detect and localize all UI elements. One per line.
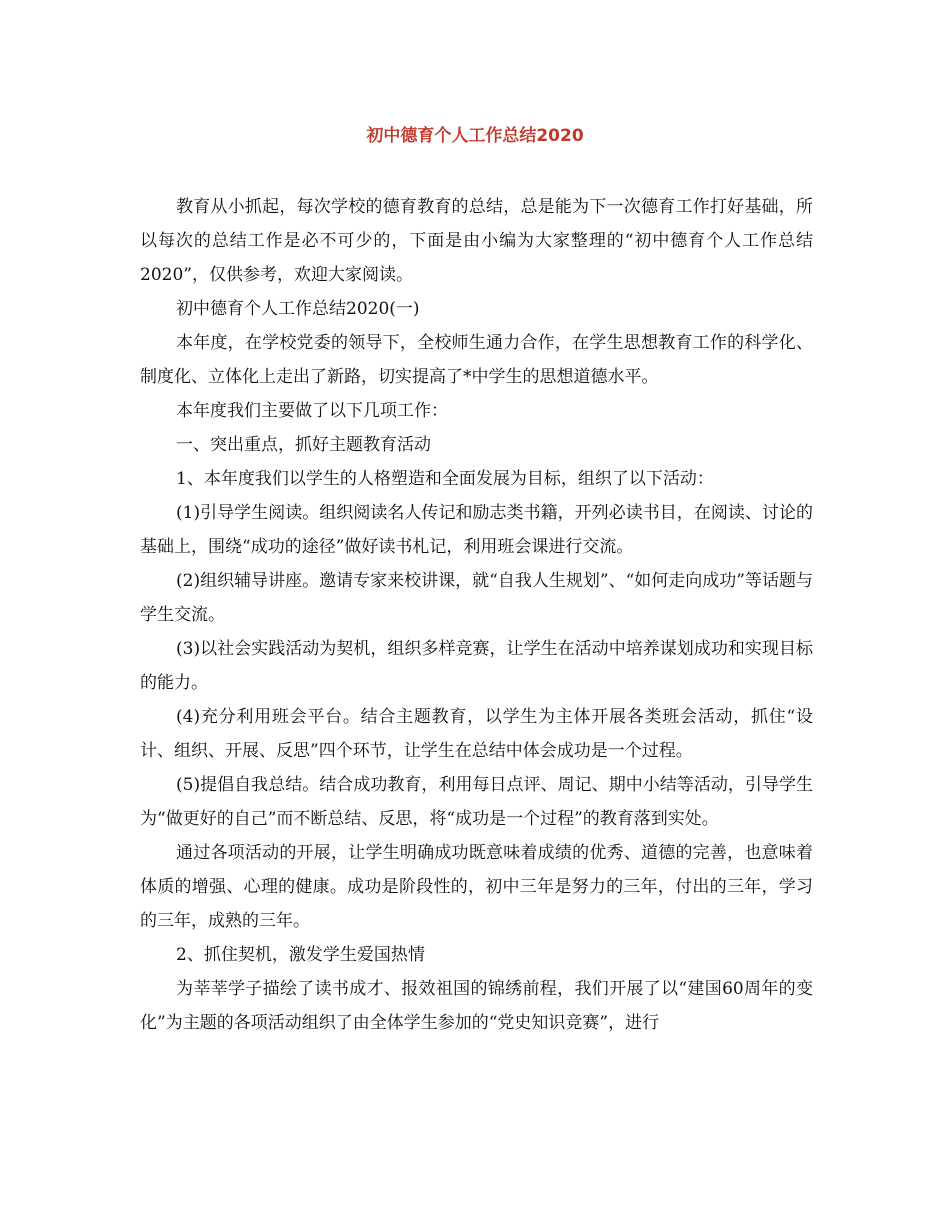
paragraph: 初中德育个人工作总结2020(一) xyxy=(176,299,420,319)
list-item: (4)充分利用班会平台。结合主题教育，以学生为主体开展各类班会活动，抓住“设计、组织、开展、反思”四个环节，让学生在总结中体会成功是一个过程。 xyxy=(140,707,813,761)
paragraph: 1、本年度我们以学生的人格塑造和全面发展为目标，组织了以下活动： xyxy=(176,469,714,489)
paragraph: 为莘莘学子描绘了读书成才、报效祖国的锦绣前程，我们开展了以“建国60周年的变化”为主题的各项活动组织了由全体学生参加的“党史知识竞赛”，进行 xyxy=(140,979,813,1033)
paragraph: 本年度，在学校党委的领导下，全校师生通力合作，在学生思想教育工作的科学化、制度化、立体化上走出了新路，切实提高了*中学生的思想道德水平。 xyxy=(140,333,813,387)
paragraph: 教育从小抓起，每次学校的德育教育的总结，总是能为下一次德育工作打好基础，所以每次的总结工作是必不可少的，下面是由小编为大家整理的“初中德育个人工作总结2020”，仅供参考，欢迎大家阅读。 xyxy=(140,197,813,285)
paragraph: 通过各项活动的开展，让学生明确成功既意味着成绩的优秀、道德的完善，也意味着体质的增强、心理的健康。成功是阶段性的，初中三年是努力的三年，付出的三年，学习的三年，成熟的三年。 xyxy=(140,843,813,931)
paragraph: 本年度我们主要做了以下几项工作： xyxy=(176,401,448,421)
list-item: (2)组织辅导讲座。邀请专家来校讲课，就“自我人生规划”、“如何走向成功”等话题与学生交流。 xyxy=(140,571,813,625)
list-item: (5)提倡自我总结。结合成功教育，利用每日点评、周记、期中小结等活动，引导学生为“做更好的自己”而不断总结、反思，将“成功是一个过程”的教育落到实处。 xyxy=(140,775,813,829)
section-heading: 2、抓住契机，激发学生爱国热情 xyxy=(176,945,425,965)
list-item: (1)引导学生阅读。组织阅读名人传记和励志类书籍，开列必读书目，在阅读、讨论的基础上，围绕“成功的途径”做好读书札记，利用班会课进行交流。 xyxy=(140,503,813,557)
list-item: (3)以社会实践活动为契机，组织多样竞赛，让学生在活动中培养谋划成功和实现目标的能力。 xyxy=(140,639,813,693)
document-body xyxy=(140,190,813,1040)
section-heading: 一、突出重点，抓好主题教育活动 xyxy=(176,435,431,455)
document-title: 初中德育个人工作总结2020 xyxy=(366,126,584,146)
